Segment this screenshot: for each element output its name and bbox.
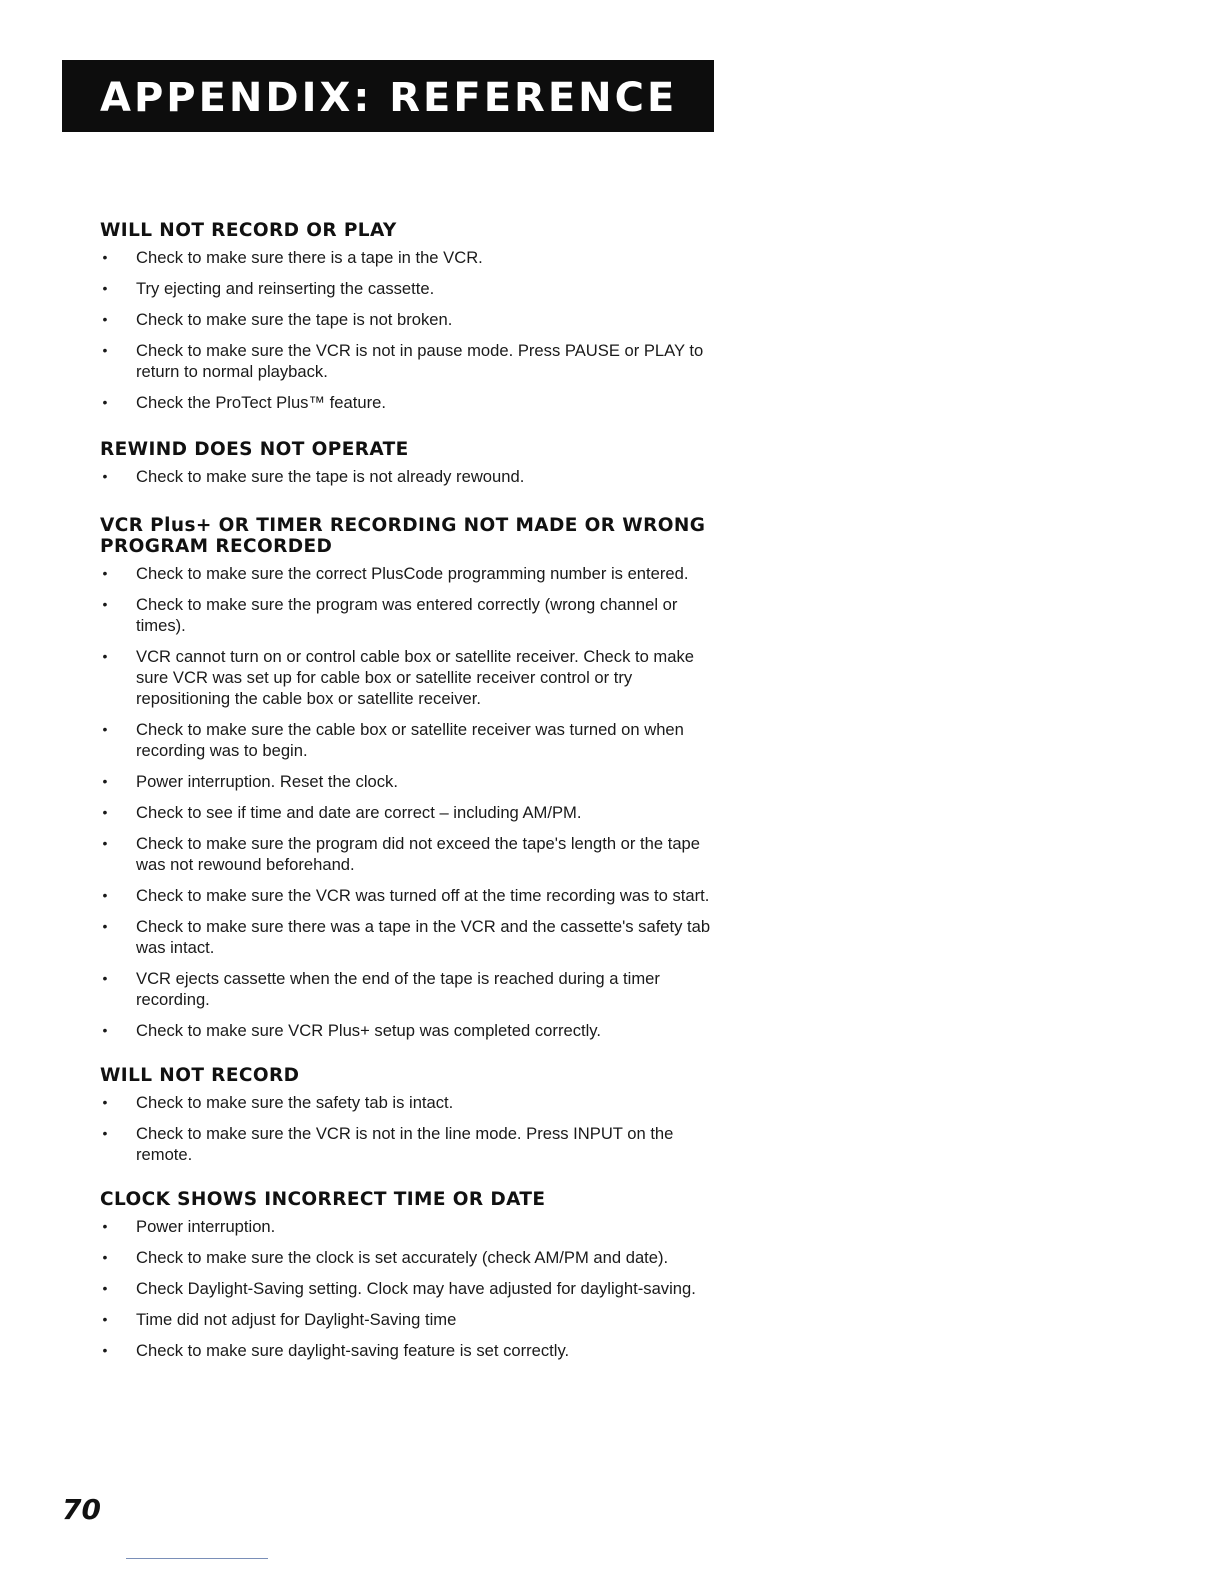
list-item-text: Check to make sure there was a tape in the VCR and the cassette's safety tab was intact. — [136, 917, 711, 957]
bullet-list — [100, 1092, 720, 1165]
list-item — [100, 646, 720, 709]
list-item — [100, 392, 720, 413]
bullet-icon: • — [102, 468, 108, 484]
bullet-icon: • — [102, 721, 108, 737]
bullet-icon: • — [102, 1218, 108, 1234]
list-item — [100, 1123, 720, 1165]
list-item-text: Check to see if time and date are correct – including AM/PM. — [136, 803, 582, 822]
list-item-text: Check to make sure the tape is not broken. — [136, 310, 453, 329]
section-heading: CLOCK SHOWS INCORRECT TIME OR DATE — [100, 1189, 546, 1210]
bullet-icon: • — [102, 1280, 108, 1296]
section-heading: REWIND DOES NOT OPERATE — [100, 439, 409, 460]
list-item — [100, 1247, 720, 1268]
bullet-icon: • — [102, 1125, 108, 1141]
list-item-text: Check to make sure the program did not exceed the tape's length or the tape was not rewound beforehand. — [136, 834, 701, 874]
list-item-text: Check the ProTect Plus™ feature. — [136, 393, 386, 412]
bullet-icon: • — [102, 596, 108, 612]
list-item-text: Check to make sure daylight-saving feature is set correctly. — [136, 1341, 570, 1360]
troubleshooting-section — [100, 515, 720, 1041]
bullet-icon: • — [102, 1311, 108, 1327]
list-item-text: Time did not adjust for Daylight-Saving time — [136, 1310, 457, 1329]
list-item-text: Check to make sure the VCR is not in pause mode. Press PAUSE or PLAY to return to normal playback. — [136, 341, 704, 381]
list-item-text: Check to make sure the safety tab is intact. — [136, 1093, 454, 1112]
bullet-icon: • — [102, 1249, 108, 1265]
list-item-text: Check to make sure the program was entered correctly (wrong channel or times). — [136, 595, 678, 635]
list-item — [100, 1309, 720, 1330]
list-item-text: Check to make sure the VCR is not in the line mode. Press INPUT on the remote. — [136, 1124, 674, 1164]
troubleshooting-section — [100, 439, 720, 487]
bullet-list — [100, 563, 720, 1041]
bullet-icon: • — [102, 970, 108, 986]
list-item — [100, 1278, 720, 1299]
bullet-icon: • — [102, 1094, 108, 1110]
list-item — [100, 771, 720, 792]
bullet-icon: • — [102, 648, 108, 664]
bullet-list — [100, 466, 720, 487]
list-item — [100, 1092, 720, 1113]
troubleshooting-content — [100, 196, 720, 1371]
bottom-rule-divider — [126, 1558, 268, 1559]
list-item — [100, 1216, 720, 1237]
bullet-icon: • — [102, 280, 108, 296]
list-item — [100, 885, 720, 906]
list-item-text: Check to make sure the cable box or satellite receiver was turned on when recording was to begin. — [136, 720, 684, 760]
list-item — [100, 340, 720, 382]
bullet-icon: • — [102, 1342, 108, 1358]
list-item-text: VCR cannot turn on or control cable box or satellite receiver. Check to make sure VCR was set up for cable box or satellite receiver control or try repositioning the cable box or satellite receiver. — [136, 647, 695, 708]
list-item — [100, 802, 720, 823]
list-item — [100, 278, 720, 299]
list-item-text: Try ejecting and reinserting the cassette. — [136, 279, 435, 298]
list-item — [100, 594, 720, 636]
list-item — [100, 1020, 720, 1041]
section-heading: WILL NOT RECORD — [100, 1065, 300, 1086]
bullet-icon: • — [102, 835, 108, 851]
bullet-icon: • — [102, 804, 108, 820]
list-item-text: Power interruption. — [136, 1217, 276, 1236]
bullet-list — [100, 247, 720, 413]
bullet-icon: • — [102, 394, 108, 410]
page-number: 70 — [62, 1493, 101, 1526]
list-item-text: VCR ejects cassette when the end of the tape is reached during a timer recording. — [136, 969, 660, 1009]
list-item-text: Power interruption. Reset the clock. — [136, 772, 398, 791]
list-item-text: Check to make sure the clock is set accurately (check AM/PM and date). — [136, 1248, 669, 1267]
bullet-icon: • — [102, 565, 108, 581]
troubleshooting-section — [100, 220, 720, 413]
list-item — [100, 968, 720, 1010]
list-item-text: Check to make sure the VCR was turned off at the time recording was to start. — [136, 886, 710, 905]
list-item — [100, 309, 720, 330]
bullet-icon: • — [102, 249, 108, 265]
appendix-header-bar — [62, 60, 714, 132]
list-item-text: Check to make sure VCR Plus+ setup was completed correctly. — [136, 1021, 601, 1040]
list-item — [100, 833, 720, 875]
list-item-text: Check to make sure the tape is not already rewound. — [136, 467, 525, 486]
bullet-icon: • — [102, 773, 108, 789]
list-item — [100, 466, 720, 487]
section-heading: VCR Plus+ OR TIMER RECORDING NOT MADE OR WRONG PROGRAM RECORDED — [100, 515, 706, 557]
page-title: APPENDIX: REFERENCE — [100, 75, 678, 121]
troubleshooting-section — [100, 1189, 720, 1361]
list-item — [100, 1340, 720, 1361]
list-item-text: Check Daylight-Saving setting. Clock may have adjusted for daylight-saving. — [136, 1279, 696, 1298]
list-item — [100, 247, 720, 268]
bullet-list — [100, 1216, 720, 1361]
list-item — [100, 563, 720, 584]
bullet-icon: • — [102, 342, 108, 358]
bullet-icon: • — [102, 918, 108, 934]
list-item — [100, 916, 720, 958]
section-heading: WILL NOT RECORD OR PLAY — [100, 220, 397, 241]
list-item-text: Check to make sure there is a tape in the VCR. — [136, 248, 483, 267]
list-item — [100, 719, 720, 761]
bullet-icon: • — [102, 887, 108, 903]
troubleshooting-section — [100, 1065, 720, 1165]
bullet-icon: • — [102, 311, 108, 327]
bullet-icon: • — [102, 1022, 108, 1038]
list-item-text: Check to make sure the correct PlusCode programming number is entered. — [136, 564, 689, 583]
